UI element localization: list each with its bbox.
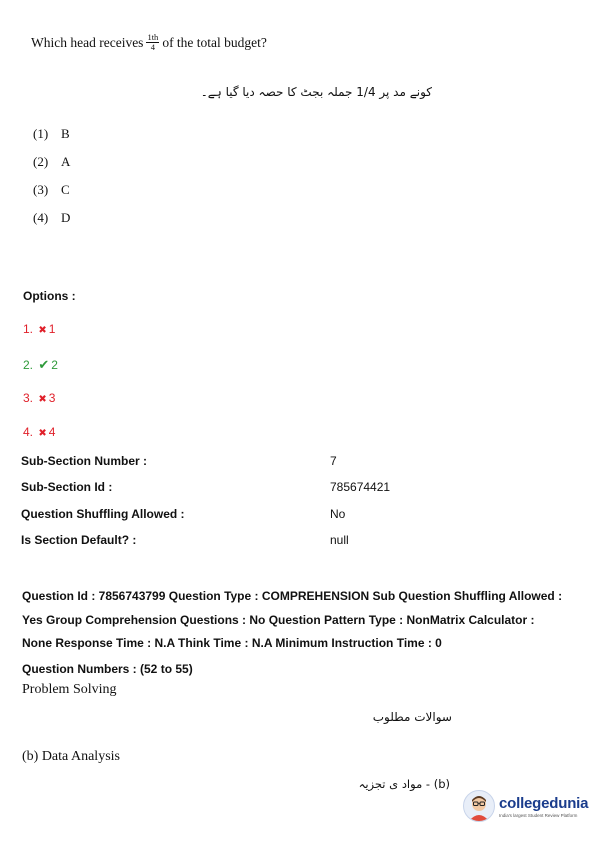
choice-text: D [61,210,71,225]
question-prefix: Which head receives [31,34,144,50]
choice-text: B [61,126,70,141]
comprehension-sub: (b) Data Analysis [22,749,120,764]
question-info-line: None Response Time : N.A Think Time : N.A Minimum Instruction Time : 0 [22,636,442,650]
meta-value: null [330,533,349,547]
choice-text: C [61,182,70,197]
mascot-icon [463,790,495,822]
option-number: 3. [23,391,34,405]
meta-value: 7 [330,454,337,468]
choice-text: A [61,154,71,169]
meta-label: Question Shuffling Allowed : [21,507,185,521]
check-icon: ✔ [38,357,50,372]
option-number: 1. [23,322,34,336]
question-info-line: Question Id : 7856743799 Question Type : COMPREHENSION Sub Question Shuffling Allowed : [22,589,563,603]
question-suffix: of the total budget? [162,34,267,50]
comprehension-heading-urdu: سوالات مطلوب [372,710,452,724]
option-value: 4 [48,425,56,439]
option-value: 1 [48,322,56,336]
choice-number: (4) [33,210,49,225]
cross-icon: ✖ [38,428,47,439]
question-numbers: Question Numbers : (52 to 55) [22,661,193,676]
choice-1 [33,126,70,142]
option-number: 4. [23,425,34,439]
option-value: 2 [51,358,58,372]
option-3 [23,391,55,405]
choice-4 [33,210,70,226]
fraction-denominator: 4 [150,42,155,52]
choice-3 [33,182,70,198]
meta-label: Sub-Section Number : [21,454,148,468]
choice-number: (1) [33,126,49,141]
fraction [146,33,159,52]
options-title: Options : [23,289,76,303]
choice-2 [33,154,70,170]
option-4 [23,425,55,439]
meta-value: No [330,507,346,521]
logo-tagline: India's largest Student Review Platform [499,812,578,818]
question-text [31,33,267,52]
cross-icon: ✖ [38,325,47,336]
logo-name: collegedunia [499,794,589,812]
question-info [22,585,577,681]
collegedunia-logo [463,790,588,822]
comprehension-heading: Problem Solving [22,682,117,697]
comprehension-sub-urdu: (b) - مواد ی تجزیہ [358,777,450,791]
option-value: 3 [48,391,56,405]
option-1 [23,322,55,336]
fraction-numerator: 1th [147,32,159,42]
cross-icon: ✖ [38,394,47,405]
choice-number: (2) [33,154,49,169]
meta-label: Sub-Section Id : [21,480,113,494]
option-2 [23,357,58,373]
meta-value: 785674421 [330,480,391,494]
choice-number: (3) [33,182,49,197]
question-urdu: کونے مد پر 1/4 جملہ بجٹ کا حصہ دیا گیا ہے۔ [200,85,432,99]
meta-label: Is Section Default? : [21,533,137,547]
option-number: 2. [23,358,34,372]
question-info-line: Yes Group Comprehension Questions : No Question Pattern Type : NonMatrix Calculator : [22,612,535,627]
